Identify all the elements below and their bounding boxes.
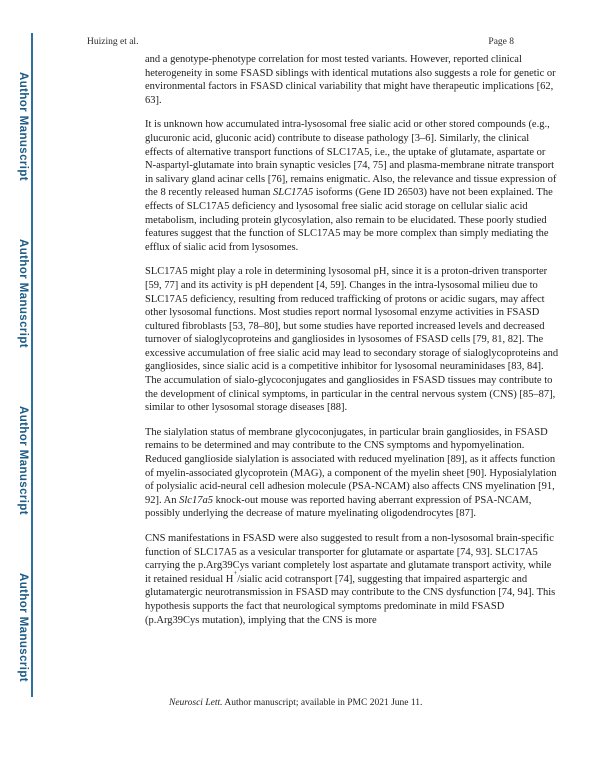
text-run: + [233, 569, 238, 577]
text-run: It is unknown how accumulated intra-lysosomal free sialic acid or other stored compounds (e.g., glucuronic acid, gluconic acid) contribute to disease pathology [3–6]. Similarly, the clinical effects of alternative transport functions of SLC17A5, i.e., the uptake of glutamate, aspartate or N-aspartyl-glutamate into brain synaptic vesicles [74, 75] and plasma-membrane nitrate transport in salivary gland acinar cells [76], remains enigmatic. Also, the relevance and tissue expression of the 8 recently released human [145, 119, 557, 199]
text-run: Author manuscript; available in PMC 2021 June 11. [222, 698, 423, 708]
watermark-author-manuscript: Author Manuscript [17, 72, 29, 182]
text-run: knock-out mouse was reported having aberrant expression of PSA-NCAM, possibly underlying the decrease of mature myelinating oligodendrocytes [87]. [145, 494, 532, 520]
header-running-author: Huizing et al. [87, 37, 139, 47]
paragraph [145, 426, 559, 521]
watermark-author-manuscript: Author Manuscript [17, 573, 29, 683]
paragraph [145, 532, 559, 627]
body-text-column [145, 53, 559, 638]
text-run: Slc17a5 [179, 494, 213, 506]
text-run: and a genotype-phenotype correlation for most tested variants. However, reported clinical heterogeneity in some FSASD siblings with identical mutations also suggests a role for genetic or environmental factors in FSASD clinical variability that might have therapeutic implications [62, 63]. [145, 54, 556, 106]
footer-citation [169, 697, 422, 709]
header-page-number: Page 8 [488, 37, 514, 47]
text-run: SLC17A5 [272, 187, 314, 199]
watermark-rule [31, 33, 33, 697]
paragraph [145, 265, 559, 415]
text-run: Neurosci Lett. [169, 698, 223, 708]
text-run: The sialylation status of membrane glycoconjugates, in particular brain gangliosides, in FSASD remains to be determined and may contribute to the CNS symptoms and hypomyelination. Reduced ganglioside sialylation is associated with reduced myelination [89], as it affects function of myelin-associated glycoprotein (MAG), a component of the myelin sheet [90]. Hyposialylation of polysialic acid-neural cell adhesion molecule (PSA-NCAM) also affects CNS myelination [91, 92]. An [145, 426, 557, 506]
watermark-author-manuscript: Author Manuscript [17, 239, 29, 349]
paragraph [145, 118, 559, 254]
text-run: CNS manifestations in FSASD were also suggested to result from a non-lysosomal brain-specific function of SLC17A5 as a vesicular transporter for glutamate or aspartate [74, 93]. SLC17A5 carrying the p.Arg39Cys variant completely lost aspartate and glutamate transport activity, while it retained residual H [145, 533, 554, 585]
text-run: SLC17A5 might play a role in determining lysosomal pH, since it is a proton-driven transporter [59, 77] and its activity is pH dependent [4, 59]. Changes in the intra-lysosomal milieu due to SLC17A5 deficiency, resulting from reduced trafficking of protons or acidic sugars, may affect other lysosomal functions. Most studies report normal lysosomal enzyme activities in FSASD cultured fibroblasts [53, 78–80], but some studies have reported increased levels and decreased turnover of sialoglycoproteins and gangliosides in lysosomes of FSASD cells [79, 81, 82]. The excessive accumulation of free sialic acid may lead to secondary storage of sialoglycoproteins and gangliosides, since sialic acid is a competitive inhibitor for lysosomal neuraminidases [83, 84]. The accumulation of sialo-glycoconjugates and gangliosides in FSASD tissues may contribute to the development of clinical symptoms, in particular in the central nervous system (CNS) [85–87], similar to other lysosomal storage diseases [88]. [145, 266, 559, 414]
text-run: /sialic acid cotransport [74], suggesting that impaired aspartergic and glutamatergic neurotransmission in FSASD may contribute to the CNS dysfunction [74, 94]. This hypothesis supports the fact that neurological symptoms predominate in mild FSASD (p.Arg39Cys mutation), implying that the CNS is more [145, 573, 556, 626]
text-run: isoforms (Gene ID 26503) have not been explained. The effects of SLC17A5 deficiency and lysosomal free sialic acid storage on cellular sialic acid metabolism, including protein glycosylation, also remain to be elucidated. These poorly studied features suggest that the function of SLC17A5 may be more complex than simply mediating the efflux of sialic acid from lysosomes. [145, 187, 553, 253]
paragraph [145, 53, 559, 107]
watermark-author-manuscript: Author Manuscript [17, 406, 29, 516]
